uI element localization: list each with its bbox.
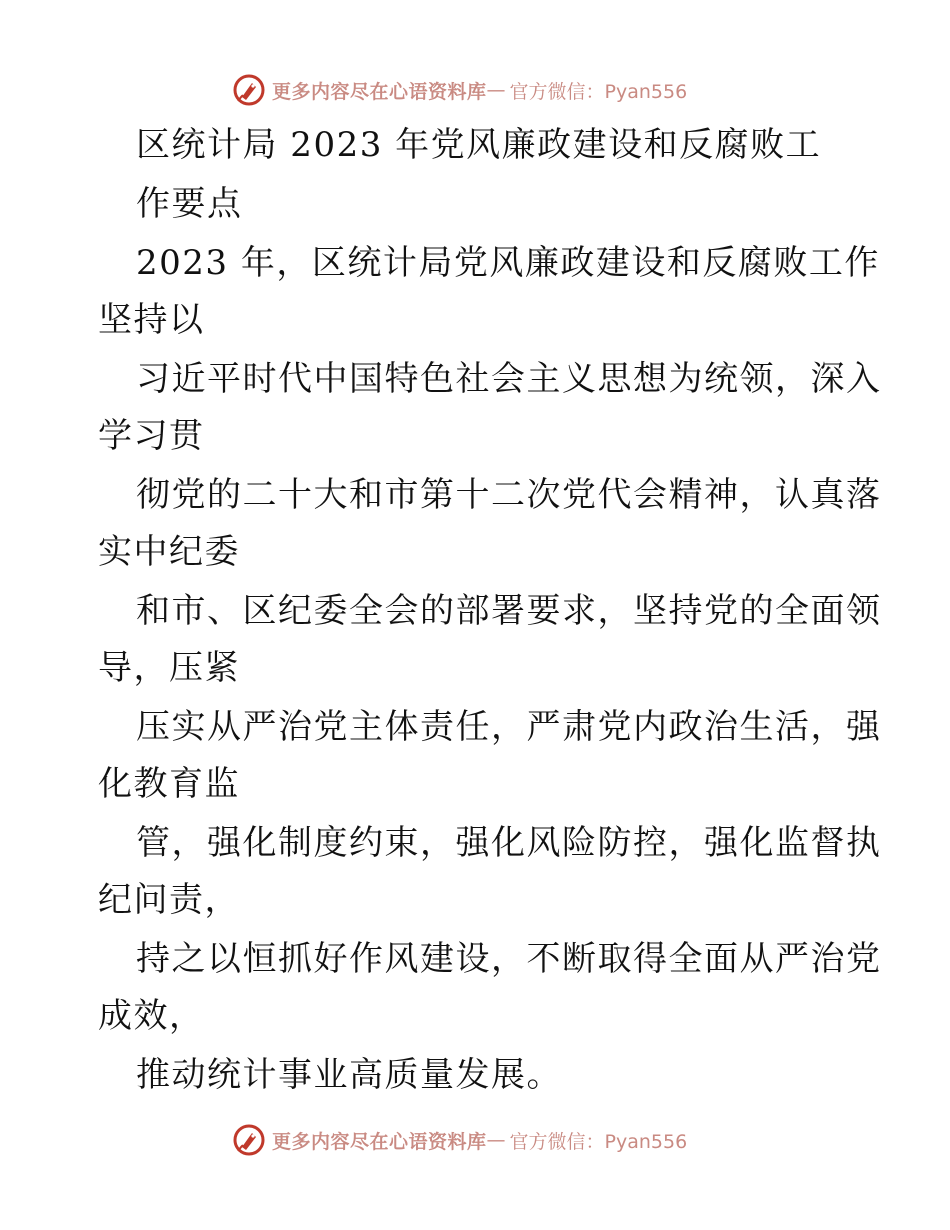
paragraph-line: 成效， <box>98 996 205 1036</box>
paragraph-line: 实中纪委 <box>98 532 240 572</box>
paragraph-line: 学习贯 <box>98 416 205 456</box>
document-title-line-2: 作要点 <box>136 184 243 224</box>
paragraph-line: 推动统计事业高质量发展。 <box>136 1055 562 1095</box>
pen-nib-logo-icon <box>232 1123 266 1157</box>
paragraph-line: 彻党的二十大和市第十二次党代会精神，认真落 <box>136 475 882 515</box>
watermark-contact-text: 官方微信：Pyan556 <box>509 1130 688 1153</box>
watermark-site-text: 更多内容尽在心语资料库 <box>272 80 487 103</box>
watermark-banner-bottom <box>232 1122 687 1158</box>
paragraph-line: 习近平时代中国特色社会主义思想为统领，深入 <box>136 359 882 399</box>
paragraph-line: 坚持以 <box>98 300 205 340</box>
paragraph-line: 和市、区纪委全会的部署要求，坚持党的全面领 <box>136 591 882 631</box>
watermark-separator: — <box>486 1129 506 1151</box>
paragraph-line: 2023 年，区统计局党风廉政建设和反腐败工作 <box>136 243 880 283</box>
watermark-banner-top <box>232 72 687 108</box>
paragraph-line: 压实从严治党主体责任，严肃党内政治生活，强 <box>136 707 882 747</box>
document-title-line-1: 区统计局 2023 年党风廉政建设和反腐败工 <box>136 125 822 165</box>
watermark-site-text: 更多内容尽在心语资料库 <box>272 1130 487 1153</box>
paragraph-line: 纪问责， <box>98 880 240 920</box>
paragraph-line: 持之以恒抓好作风建设，不断取得全面从严治党 <box>136 939 882 979</box>
paragraph-line: 管，强化制度约束，强化风险防控，强化监督执 <box>136 823 882 863</box>
watermark-separator: — <box>486 79 506 101</box>
paragraph-line: 化教育监 <box>98 764 240 804</box>
pen-nib-logo-icon <box>232 73 266 107</box>
paragraph-line: 导，压紧 <box>98 648 240 688</box>
watermark-contact-text: 官方微信：Pyan556 <box>509 80 688 103</box>
